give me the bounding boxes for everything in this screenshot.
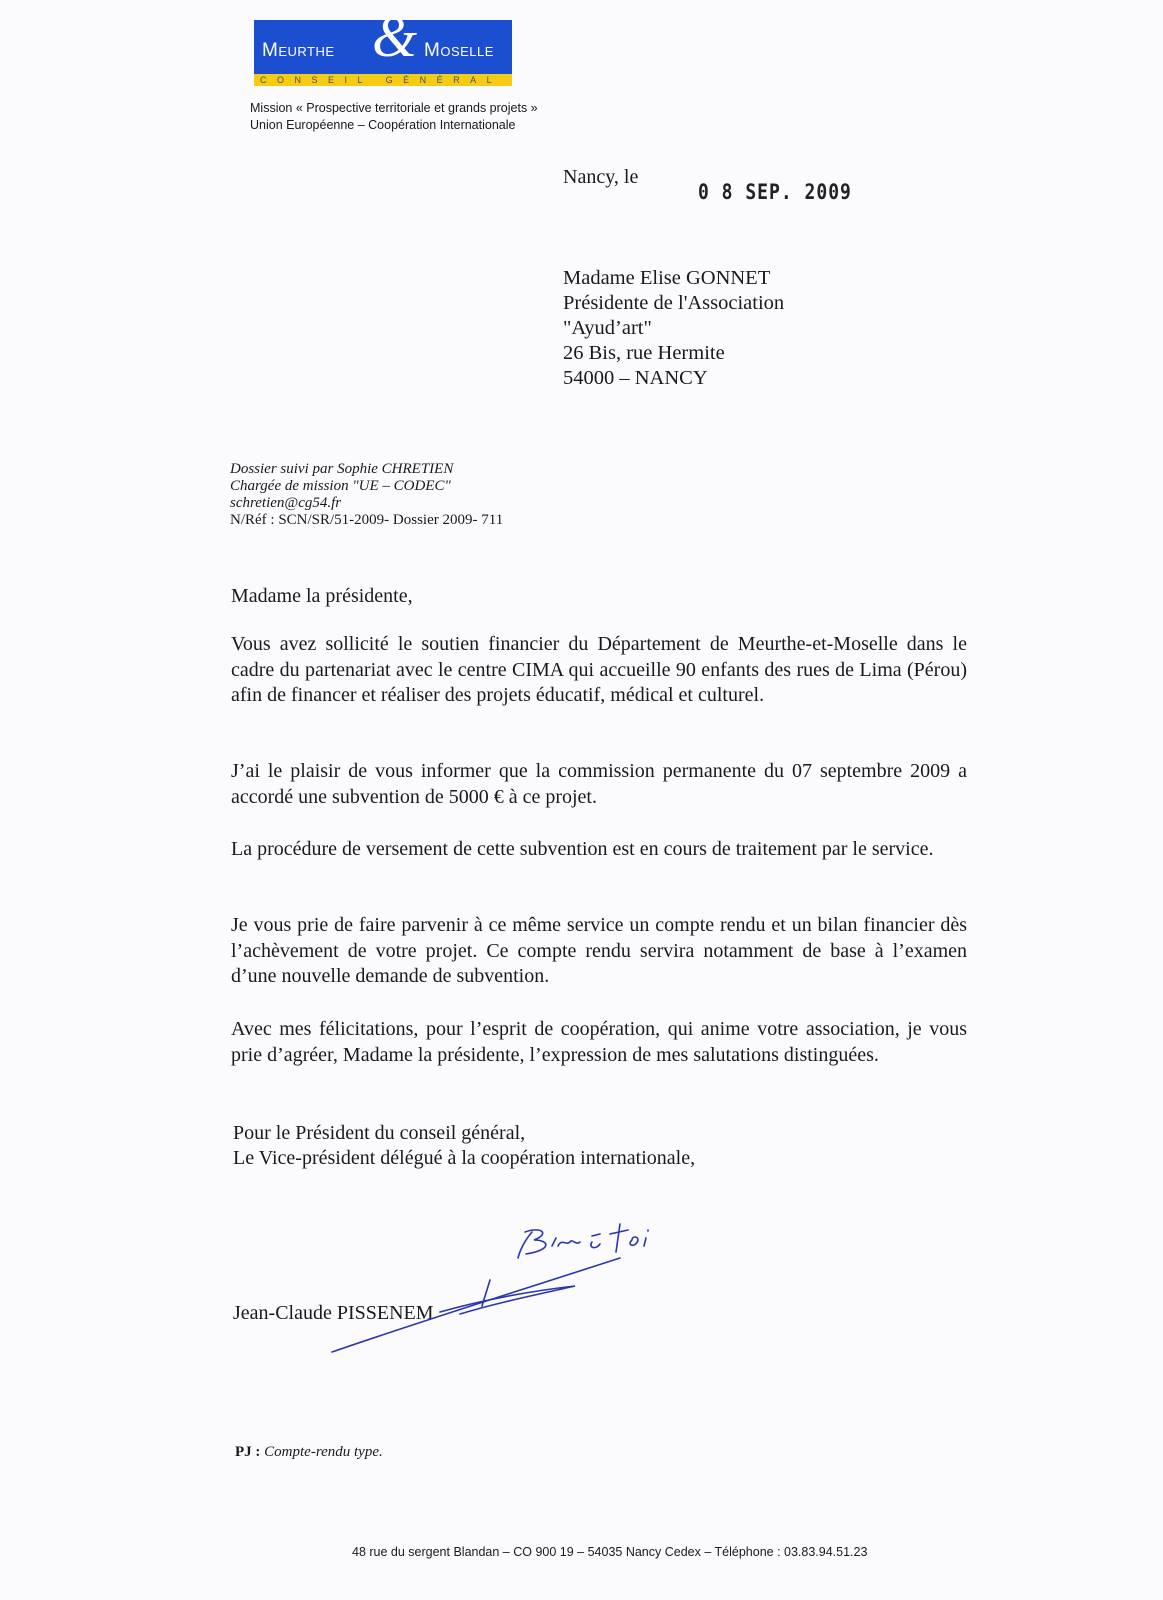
body-paragraph: Je vous prie de faire parvenir à ce même service un compte rendu et un bilan financier dès l’achèvement de votre projet. Ce compte rendu servira notamment de base à l’examen d’une nouvelle demande de subvention. xyxy=(231,914,967,987)
attachment-note xyxy=(235,1444,383,1461)
address-line: Présidente de l'Association xyxy=(563,292,785,314)
signature-stroke xyxy=(525,1230,546,1254)
dossier-email: schretien@cg54.fr xyxy=(230,495,342,511)
footer-address: 48 rue du sergent Blandan – CO 900 19 – 54035 Nancy Cedex – Téléphone : 03.83.94.51.23 xyxy=(352,1545,868,1559)
signature-stroke xyxy=(482,1280,490,1306)
dossier-reference: N/Réf : SCN/SR/51-2009- Dossier 2009- 711 xyxy=(230,512,504,528)
body-paragraph: Vous avez sollicité le soutien financier du Département de Meurthe-et-Moselle dans le cadre du partenariat avec le centre CIMA qui accueille 90 enfants des rues de Lima (Pérou) afin de financer et réaliser des projets éducatif, médical et culturel. xyxy=(231,633,967,706)
attachment-label: PJ : xyxy=(235,1444,261,1460)
logo-text-right: Moselle xyxy=(424,40,494,61)
closing-line: Pour le Président du conseil général, xyxy=(233,1122,526,1144)
address-line: "Ayud’art" xyxy=(563,317,652,339)
mission-line: Union Européenne – Coopération Internationale xyxy=(250,118,516,132)
signature-stroke xyxy=(552,1238,580,1246)
closing-line: Le Vice-président délégué à la coopération internationale, xyxy=(233,1147,696,1169)
date-stamp: 0 8 SEP. 2009 xyxy=(698,180,852,206)
body-paragraph: Avec mes félicitations, pour l’esprit de coopération, qui anime votre association, je vous prie d’agréer, Madame la présidente, l’expression de mes salutations distinguées. xyxy=(231,1018,967,1066)
dossier-line: Dossier suivi par Sophie CHRETIEN xyxy=(230,461,454,477)
logo-subtitle: CONSEIL GÉNÉRAL xyxy=(260,75,503,85)
closing-block xyxy=(233,1121,695,1171)
dossier-line: Chargée de mission "UE – CODEC" xyxy=(230,478,451,494)
handwritten-signature xyxy=(320,1210,700,1360)
salutation: Madame la présidente, xyxy=(231,585,413,607)
attachment-value: Compte-rendu type. xyxy=(264,1444,383,1460)
letterhead-logo xyxy=(254,4,512,86)
dossier-info xyxy=(230,461,503,529)
address-line: 54000 – NANCY xyxy=(563,367,708,389)
mission-block xyxy=(250,100,538,134)
address-line: 26 Bis, rue Hermite xyxy=(563,342,725,364)
address-line: Madame Elise GONNET xyxy=(563,267,771,289)
mission-line: Mission « Prospective territoriale et grands projets » xyxy=(250,101,538,115)
logo-ampersand: & xyxy=(372,4,418,69)
body-paragraph: J’ai le plaisir de vous informer que la commission permanente du 07 septembre 2009 a accordé une subvention de 5000 € à ce projet. xyxy=(231,760,967,808)
logo-text-left: Meurthe xyxy=(262,40,335,61)
signature-stroke xyxy=(610,1224,648,1252)
signature-stroke xyxy=(591,1234,600,1248)
body-paragraph: La procédure de versement de cette subvention est en cours de traitement par le service. xyxy=(231,838,934,860)
date-place: Nancy, le xyxy=(563,166,639,188)
signature-stroke xyxy=(332,1258,620,1352)
signer-name: Jean-Claude PISSENEM xyxy=(233,1302,434,1324)
recipient-address xyxy=(563,266,784,391)
